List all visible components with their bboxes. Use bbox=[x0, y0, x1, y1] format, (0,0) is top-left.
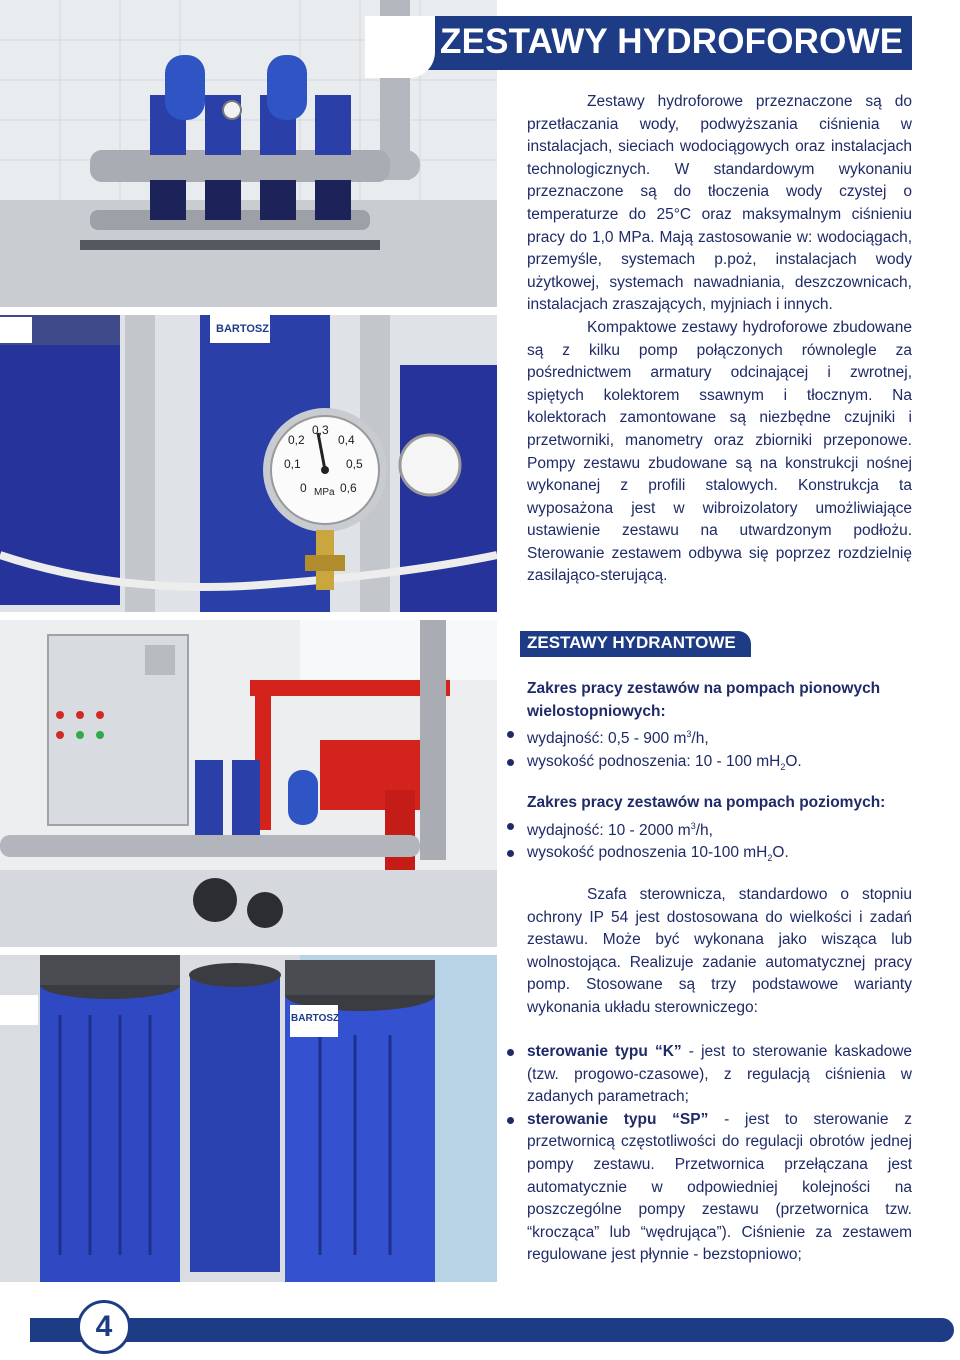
intro-text bbox=[527, 91, 912, 588]
photo-hydrant-set bbox=[0, 620, 497, 947]
brand-label: BARTOSZ bbox=[291, 1013, 340, 1024]
list-item: wydajność: 10 - 2000 $m^3/h$, bbox=[527, 815, 912, 843]
range-horizontal-pumps bbox=[527, 792, 912, 870]
cabinet-text bbox=[527, 884, 912, 1020]
gauge-label-4: 0,4 bbox=[338, 433, 355, 447]
gauge-label-3: 0,3 bbox=[312, 423, 329, 437]
page-title: ZESTAWY HYDROFOROWE bbox=[440, 22, 904, 61]
range-vertical-title: Zakres pracy zestawów na pompach pionowych wielostopniowych: bbox=[527, 680, 881, 720]
brand-label: BARTOSZ bbox=[216, 323, 269, 335]
range-vertical-pumps bbox=[527, 678, 912, 779]
control-variants-list bbox=[527, 1041, 912, 1267]
list-item: sterowanie typu “SP” - jest to sterowanie z przetwornicą częstotliwości do regulacji obrotów jednej pompy zestawu. Przetwornica przełączana jest automatycznie w odpowiedniej kolejności na poszczególne pompy zestawu (przetwornica tzw. “krocząca” lub “wędrująca”). Ciśnienie za zestawem regulowane jest płynnie - bezstopniowo; bbox=[527, 1109, 912, 1267]
list-item: wydajność: 0,5 - 900 $m^3/h$, bbox=[527, 723, 912, 751]
footer-bar bbox=[30, 1318, 954, 1342]
list-item: wysokość podnoszenia: 10 - 100 $mH_2O$. bbox=[527, 751, 912, 779]
cabinet-paragraph: Szafa sterownicza, standardowo o stopniu ochrony IP 54 jest dostosowana do wielkości i zadań zestawu. Może być wykonana jako wisząca lub wolnostojąca. Realizuje zadanie automatycznej pracy pomp. Stosowane są trzy podstawowe warianty wykonania układu sterowniczego: bbox=[527, 886, 912, 1016]
intro-paragraph-1: Zestawy hydroforowe przeznaczone są do przetłaczania wody, podwyższania ciśnienia w instalacjach, sieciach wodociągowych oraz instalacjach technologicznych. W standardowym wykonaniu przeznaczone są do tłoczenia wody czystej o temperaturze do 25°C oraz maksymalnym ciśnieniu pracy do 1,0 MPa. Mają zastosowanie w: wodociągach, przemyśle, systemach p.poż, instalacjach wody użytkowej, systemach nawadniania, deszczownicach, instalacjach zraszających, myjniach i innych. bbox=[527, 93, 912, 314]
range-horizontal-title: Zakres pracy zestawów na pompach poziomych: bbox=[527, 794, 886, 811]
list-item: sterowanie typu “K” - jest to sterowanie kaskadowe (tzw. progowo-czasowe), z regulacją ciśnienia w zadanych parametrach; bbox=[527, 1041, 912, 1109]
gauge-label-0: 0 bbox=[300, 481, 307, 495]
variant-name: sterowanie typu “SP” bbox=[527, 1110, 709, 1128]
gauge-label-2: 0,2 bbox=[288, 433, 305, 447]
gauge-label-6: 0,6 bbox=[340, 481, 357, 495]
intro-paragraph-2: Kompaktowe zestawy hydroforowe zbudowane są z kilku pomp połączonych równolegle za pośrednictwem armatury odcinającej i zwrotnej, spiętych kolektorem ssawnym i tłocznym. Na kolektorach zamontowane są niezbędne czujniki i przetworniki, manometry oraz zbiorniki przeponowe. Pompy zestawu zbudowane są na konstrukcji nośnej wykonanej z profili stalowych. Konstrukcja ta wyposażona jest w wibroizolatory umożliwiające ustawienie zestawu na utwardzonym podłożu. Sterowanie zestawem odbywa się poprzez rozdzielnię zasilająco-sterującą. bbox=[527, 318, 912, 585]
gauge-label-5: 0,5 bbox=[346, 457, 363, 471]
photo-manometer bbox=[0, 315, 497, 612]
gauge-unit: MPa bbox=[314, 487, 335, 498]
variant-name: sterowanie typu “K” bbox=[527, 1043, 682, 1060]
page-number: 4 bbox=[95, 1310, 113, 1343]
gauge-label-1: 0,1 bbox=[284, 457, 301, 471]
section-heading: ZESTAWY HYDRANTOWE bbox=[527, 633, 736, 652]
header-notch bbox=[365, 16, 435, 78]
list-item: wysokość podnoszenia 10-100 $mH_2O$. bbox=[527, 842, 912, 870]
photo-pump-motors bbox=[0, 955, 497, 1282]
